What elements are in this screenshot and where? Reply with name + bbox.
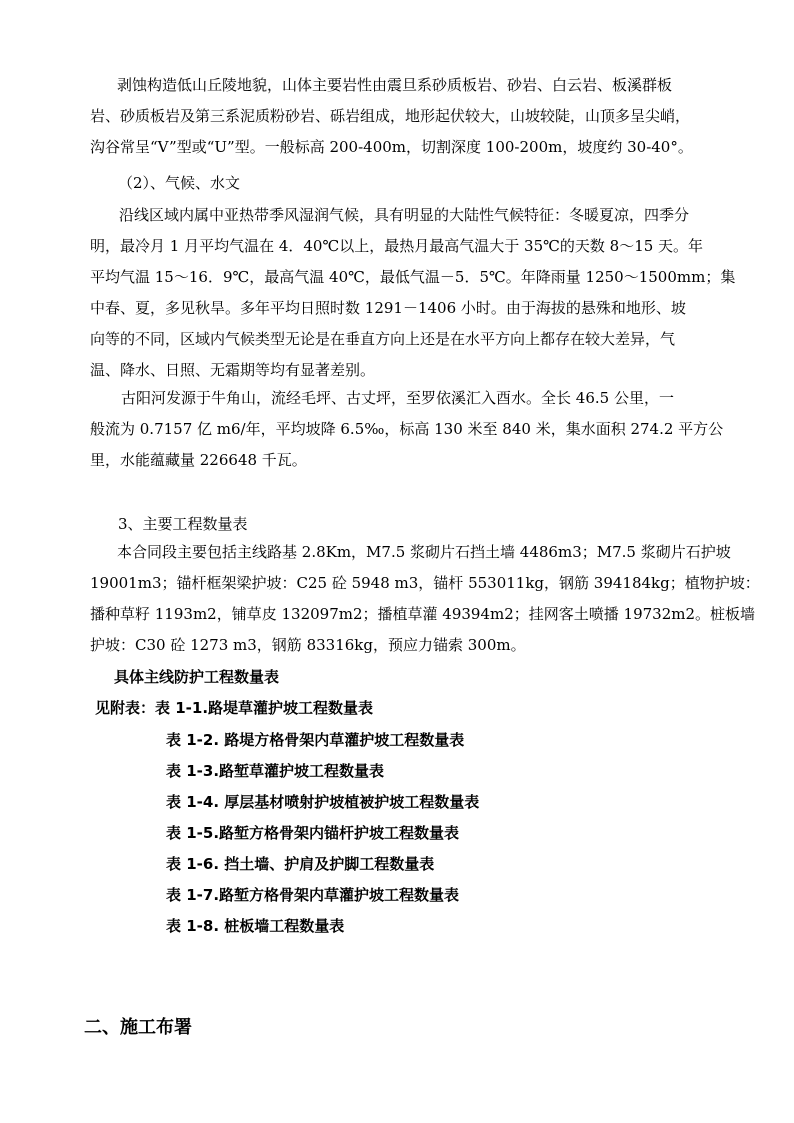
text-line: 明，最冷月 1 月平均气温在 4．40℃以上，最热月最高气温大于 35℃的天数 8～15 天。年 <box>90 237 704 255</box>
appendix-line <box>95 697 373 718</box>
text-line: 平均气温 15～16．9℃，最高气温 40℃，最低气温－5．5℃。年降雨量 1250～1500mm；集 <box>90 268 736 286</box>
terrain-paragraph <box>90 70 720 163</box>
text-line: 播种草籽 1193m2，铺草皮 132097m2；播植草灌 49394m2；挂网客土喷播 19732m2。桩板墙 <box>90 605 756 623</box>
text-line: 本合同段主要包括主线路基 2.8Km，M7.5 浆砌片石挡土墙 4486m3；M7.5 浆砌片石护坡 <box>117 543 731 561</box>
text-line: 里，水能蕴藏量 226648 千瓦。 <box>90 451 307 469</box>
section-heading: 二、施工布署 <box>84 1017 192 1038</box>
river-paragraph <box>90 383 724 476</box>
appendix-item: 表 1-2. 路堤方格骨架内草灌护坡工程数量表 <box>166 731 465 749</box>
appendix-item: 表 1-5.路堑方格骨架内锚杆护坡工程数量表 <box>166 824 460 842</box>
appendix-item: 表 1-4. 厚层基材喷射护坡植被护坡工程数量表 <box>166 793 480 811</box>
text-line: 护坡：C30 砼 1273 m3，钢筋 83316kg，预应力锚索 300m。 <box>90 636 526 654</box>
appendix-item: 表 1-8. 桩板墙工程数量表 <box>166 917 345 935</box>
text-line: 岩、砂质板岩及第三系泥质粉砂岩、砾岩组成，地形起伏较大，山坡较陡，山顶多呈尖峭， <box>90 107 691 125</box>
quantity-heading: 3、主要工程数量表 <box>118 515 248 533</box>
appendix-item: 表 1-1.路堤草灌护坡工程数量表 <box>155 699 374 717</box>
appendix-item: 表 1-7.路堑方格骨架内草灌护坡工程数量表 <box>166 886 460 904</box>
appendix-prefix: 见附表： <box>95 699 156 717</box>
protection-heading: 具体主线防护工程数量表 <box>114 668 280 686</box>
text-line: 沿线区域内属中亚热带季风湿润气候，具有明显的大陆性气候特征：冬暖夏凉，四季分 <box>119 206 690 224</box>
text-line: 中春、夏，多见秋旱。多年平均日照时数 1291－1406 小时。由于海拔的悬殊和地形、坡 <box>90 299 686 317</box>
text-line: 剥蚀构造低山丘陵地貌，山体主要岩性由震旦系砂质板岩、砂岩、白云岩、板溪群板 <box>117 76 673 94</box>
text-line: 向等的不同，区域内气候类型无论是在垂直方向上还是在水平方向上都存在较大差异，气 <box>90 330 676 348</box>
climate-heading: （2）、气候、水文 <box>118 174 241 192</box>
text-line: 温、降水、日照、无霜期等均有显著差别。 <box>90 361 376 379</box>
text-line: 古阳河发源于牛角山，流经毛坪、古丈坪，至罗依溪汇入酉水。全长 46.5 公里，一 <box>121 389 674 407</box>
appendix-item: 表 1-6. 挡土墙、护肩及护脚工程数量表 <box>166 855 435 873</box>
climate-paragraph <box>90 200 736 386</box>
text-line: 般流为 0.7157 亿 m6/年，平均坡降 6.5‰，标高 130 米至 840 米，集水面积 274.2 平方公 <box>90 420 724 438</box>
quantity-paragraph <box>90 537 760 661</box>
text-line: 沟谷常呈“V”型或“U”型。一般标高 200-400m，切割深度 100-200m，坡度约 30-40°。 <box>90 138 693 156</box>
text-line: 19001m3；锚杆框架梁护坡：C25 砼 5948 m3，锚杆 553011kg，钢筋 394184kg；植物护坡： <box>90 574 760 592</box>
appendix-item: 表 1-3.路堑草灌护坡工程数量表 <box>166 762 385 780</box>
